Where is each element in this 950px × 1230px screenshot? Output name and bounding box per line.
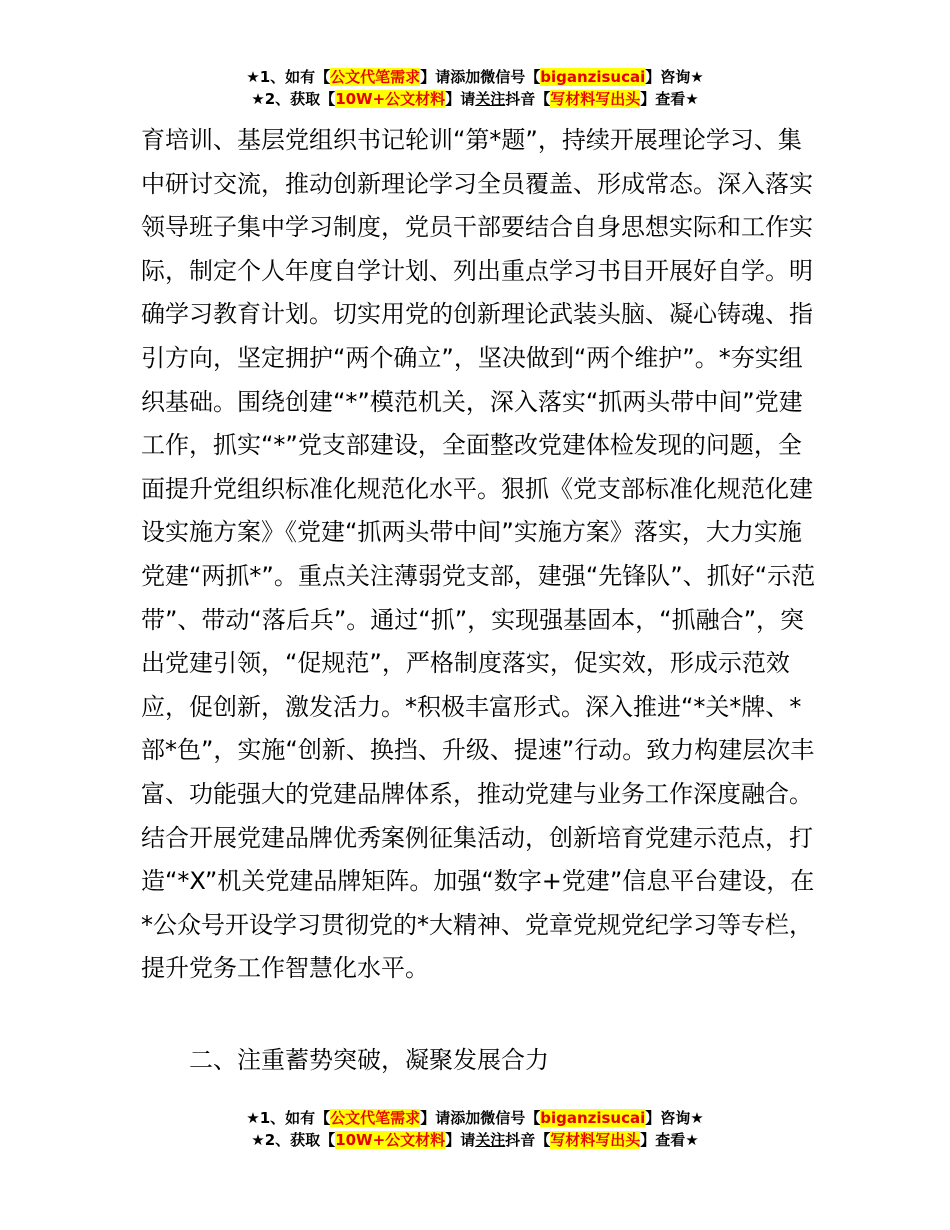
highlight-materials: 10W+公文材料: [335, 90, 446, 108]
footer-banner: [0, 1107, 950, 1151]
follow-link: 关注: [475, 90, 506, 108]
highlight-wechat-id: biganzisucai: [540, 1109, 646, 1127]
highlight-wechat-id: biganzisucai: [540, 68, 646, 86]
highlight-douyin-account: 写材料写出头: [550, 1131, 641, 1149]
header-banner: [0, 66, 950, 110]
banner-line-2: ★2、获取【10W+公文材料】请关注抖音【写材料写出头】查看★: [251, 1131, 699, 1149]
banner-line-2: ★2、获取【10W+公文材料】请关注抖音【写材料写出头】查看★: [251, 90, 699, 108]
body-paragraph: 育培训、基层党组织书记轮训“第*题”，持续开展理论学习、集中研讨交流，推动创新理论学习全员覆盖、形成常态。深入落实领导班子集中学习制度，党员干部要结合自身思想实际和工作实际，制定个人年度自学计划、列出重点学习书目开展好自学。明确学习教育计划。切实用党的创新理论武装头脑、凝心铸魂、指引方向，坚定拥护“两个确立”，坚决做到“两个维护”。*夯实组织基础。围绕创建“*”模范机关，深入落实“抓两头带中间”党建工作，抓实“*”党支部建设，全面整改党建体检发现的问题，全面提升党组织标准化规范化水平。狠抓《党支部标准化规范化建设实施方案》《党建“抓两头带中间”实施方案》落实，大力实施党建“两抓*”。重点关注薄弱党支部，建强“先锋队”、抓好“示范带”、带动“落后兵”。通过“抓”，实现强基固本，“抓融合”，突出党建引领，“促规范”，严格制度落实，促实效，形成示范效应，促创新，激发活力。*积极丰富形式。深入推进“*关*牌、*部*色”，实施“创新、换挡、升级、提速”行动。致力构建层次丰富、功能强大的党建品牌体系，推动党建与业务工作深度融合。结合开展党建品牌优秀案例征集活动，创新培育党建示范点，打造“*X”机关党建品牌矩阵。加强“数字+党建”信息平台建设，在*公众号开设学习贯彻党的*大精神、党章党规党纪学习等专栏，提升党务工作智慧化水平。: [141, 126, 816, 983]
follow-link: 关注: [475, 1131, 506, 1149]
highlight-ghostwriting: 公文代笔需求: [330, 68, 421, 86]
section-heading: 二、注重蓄势突破，凝聚发展合力: [189, 1046, 549, 1074]
highlight-ghostwriting: 公文代笔需求: [330, 1109, 421, 1127]
document-body: [141, 119, 821, 991]
banner-line-1: ★1、如有【公文代笔需求】请添加微信号【biganzisucai】咨询★: [246, 1109, 704, 1127]
highlight-materials: 10W+公文材料: [335, 1131, 446, 1149]
highlight-douyin-account: 写材料写出头: [550, 90, 641, 108]
banner-line-1: ★1、如有【公文代笔需求】请添加微信号【biganzisucai】咨询★: [246, 68, 704, 86]
